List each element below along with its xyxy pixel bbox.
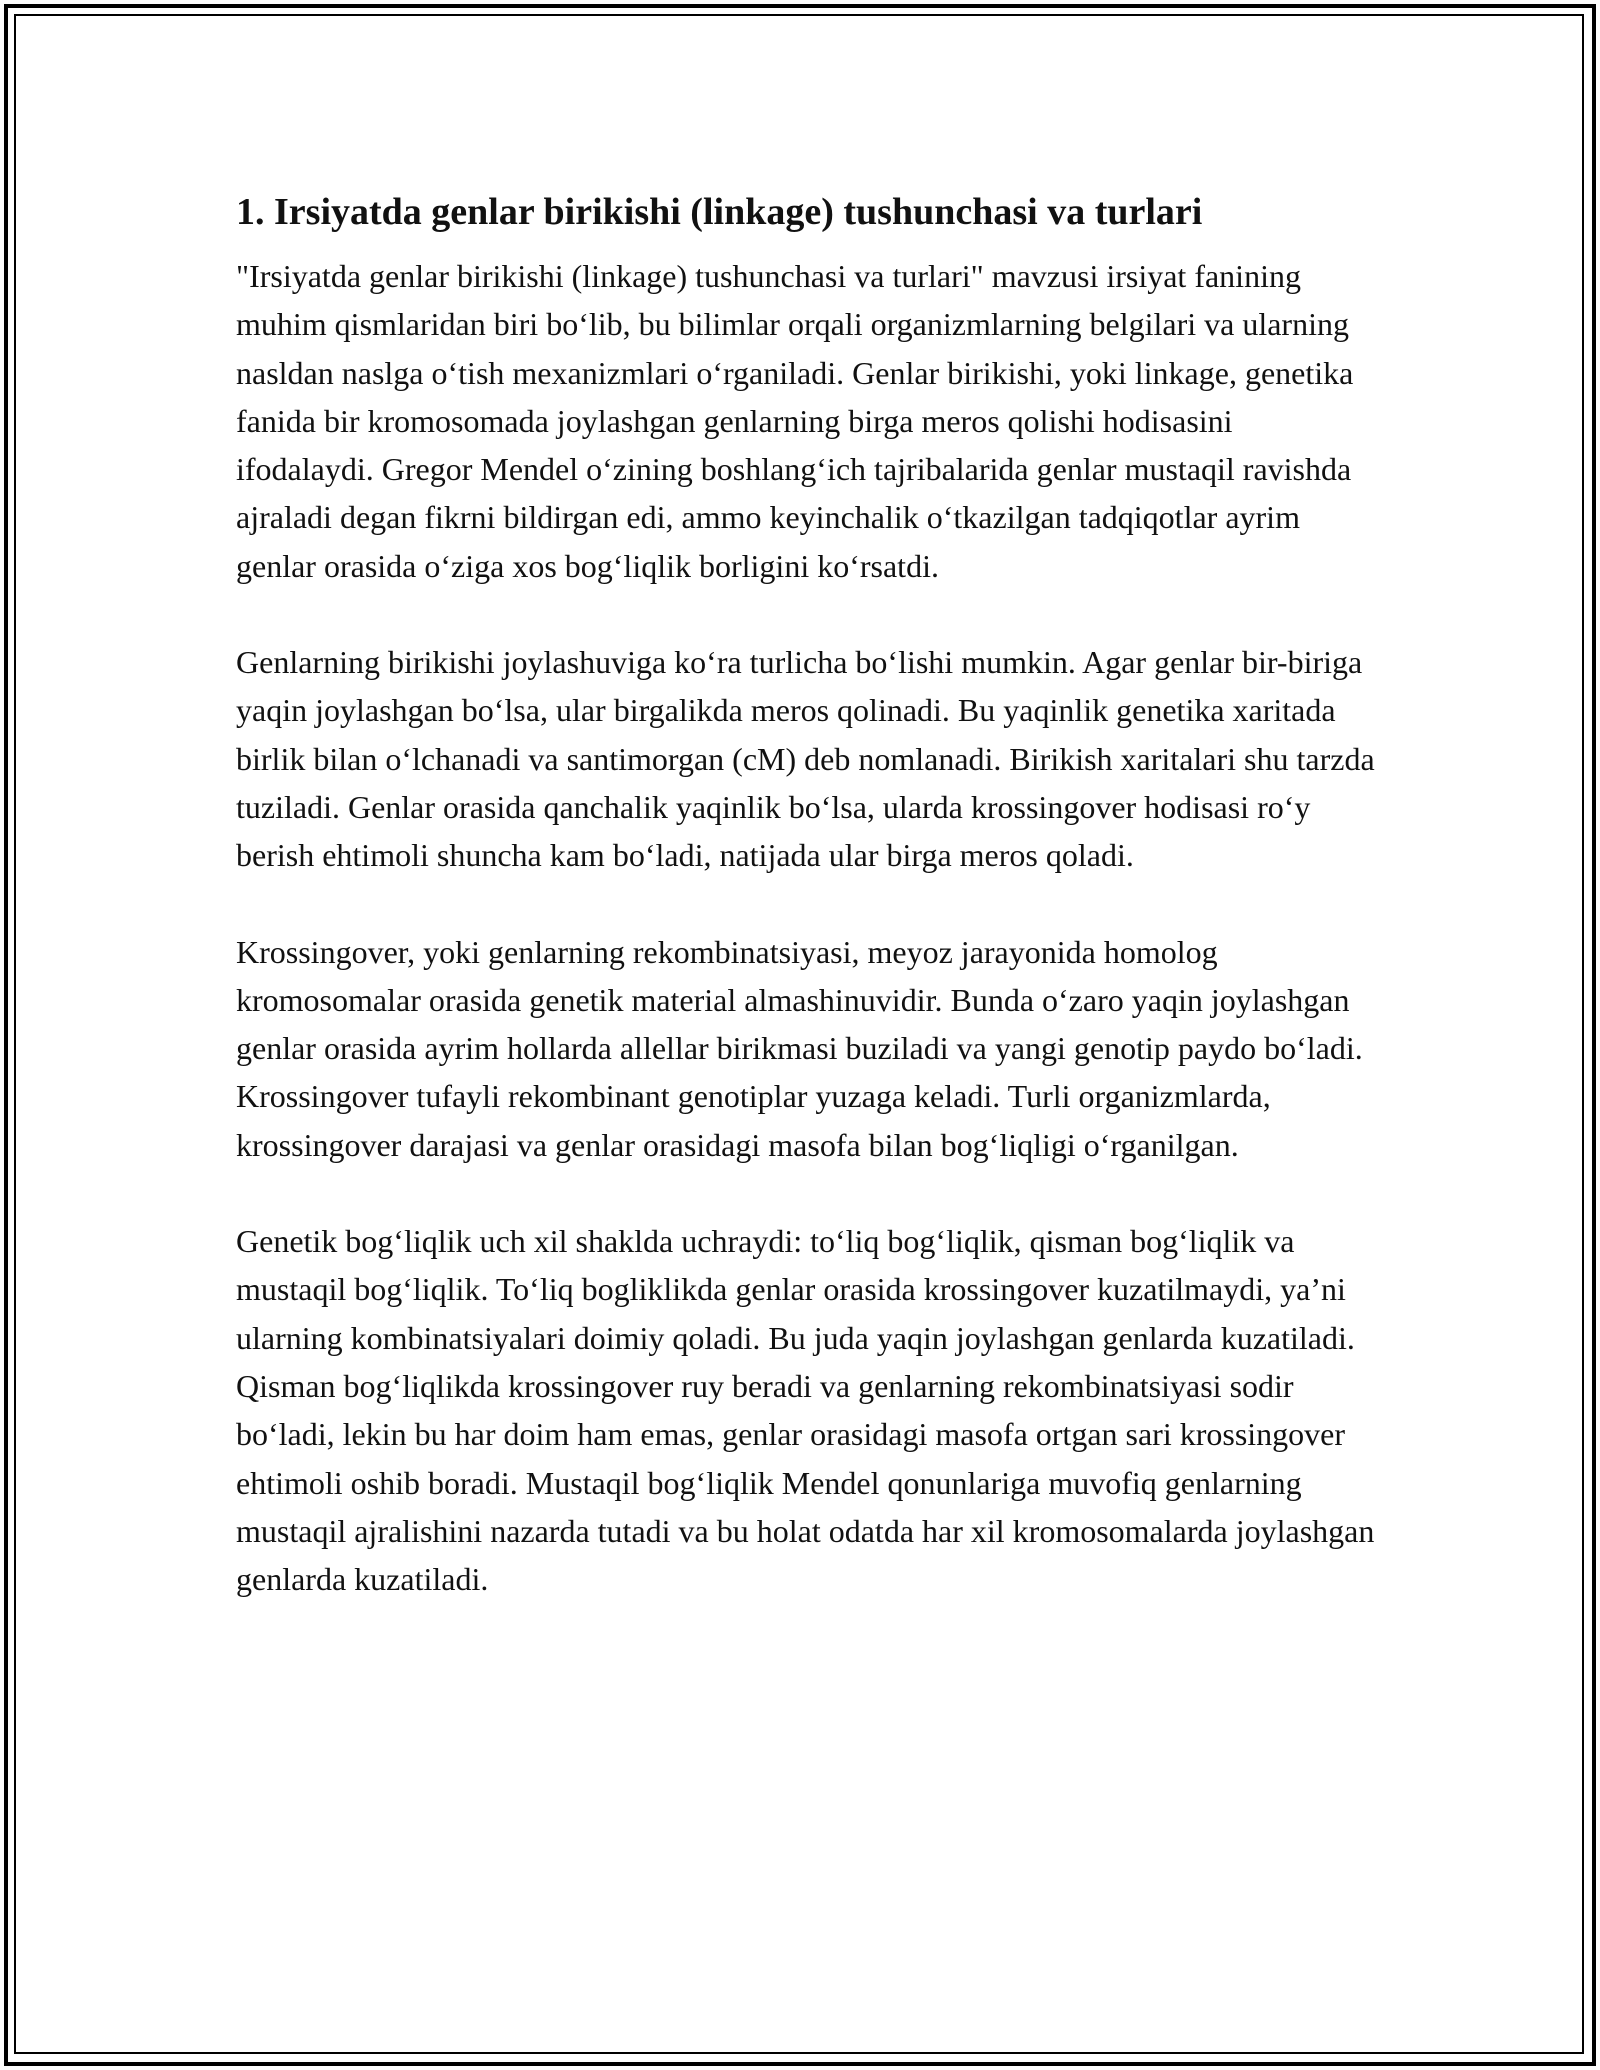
section-heading: 1. Irsiyatda genlar birikishi (linkage) tushunchasi va turlari	[236, 191, 1203, 233]
paragraph-4: Genetik bogʻliqlik uch xil shaklda uchraydi: toʻliq bogʻliqlik, qisman bogʻliqlik va mustaqil bogʻliqlik. Toʻliq bogliklikda genlar orasida krossingover kuzatilmaydi, yaʼni ularning kombinatsiyalari doimiy qoladi. Bu juda yaqin joylashgan genlarda kuzatiladi. Qisman bogʻliqlikda krossingover ruy beradi va genlarning rekombinatsiyasi sodir boʻladi, lekin bu har doim ham emas, genlar orasidagi masofa ortgan sari krossingover ehtimoli oshib boradi. Mustaqil bogʻliqlik Mendel qonunlariga muvofiq genlarning mustaqil ajralishini nazarda tutadi va bu holat odatda har xil kromosomalarda joylashgan genlarda kuzatiladi.	[236, 1223, 1375, 1598]
paragraph-2: Genlarning birikishi joylashuviga koʻra turlicha boʻlishi mumkin. Agar genlar bir-biriga yaqin joylashgan boʻlsa, ular birgalikda meros qolinadi. Bu yaqinlik genetika xaritada birlik bilan oʻlchanadi va santimorgan (cM) deb nomlanadi. Birikish xaritalari shu tarzda tuziladi. Genlar orasida qanchalik yaqinlik boʻlsa, ularda krossingover hodisasi roʻy berish ehtimoli shuncha kam boʻladi, natijada ular birga meros qoladi.	[236, 644, 1375, 874]
paragraph-3: Krossingover, yoki genlarning rekombinatsiyasi, meyoz jarayonida homolog kromosomalar orasida genetik material almashinuvidir. Bunda oʻzaro yaqin joylashgan genlar orasida ayrim hollarda allellar birikmasi buziladi va yangi genotip paydo boʻladi. Krossingover tufayli rekombinant genotiplar yuzaga keladi. Turli organizmlarda, krossingover darajasi va genlar orasidagi masofa bilan bogʻliqligi oʻrganilgan.	[236, 933, 1363, 1163]
document-body	[236, 184, 1376, 1651]
paragraph-1: "Irsiyatda genlar birikishi (linkage) tushunchasi va turlari" mavzusi irsiyat fanining muhim qismlaridan biri boʻlib, bu bilimlar orqali organizmlarning belgilari va ularning nasldan naslga oʻtish mexanizmlari oʻrganiladi. Genlar birikishi, yoki linkage, genetika fanida bir kromosomada joylashgan genlarning birga meros qolishi hodisasini ifodalaydi. Gregor Mendel oʻzining boshlangʻich tajribalarida genlar mustaqil ravishda ajraladi degan fikrni bildirgan edi, ammo keyinchalik oʻtkazilgan tadqiqotlar ayrim genlar orasida oʻziga xos bogʻliqlik borligini koʻrsatdi.	[236, 258, 1354, 584]
